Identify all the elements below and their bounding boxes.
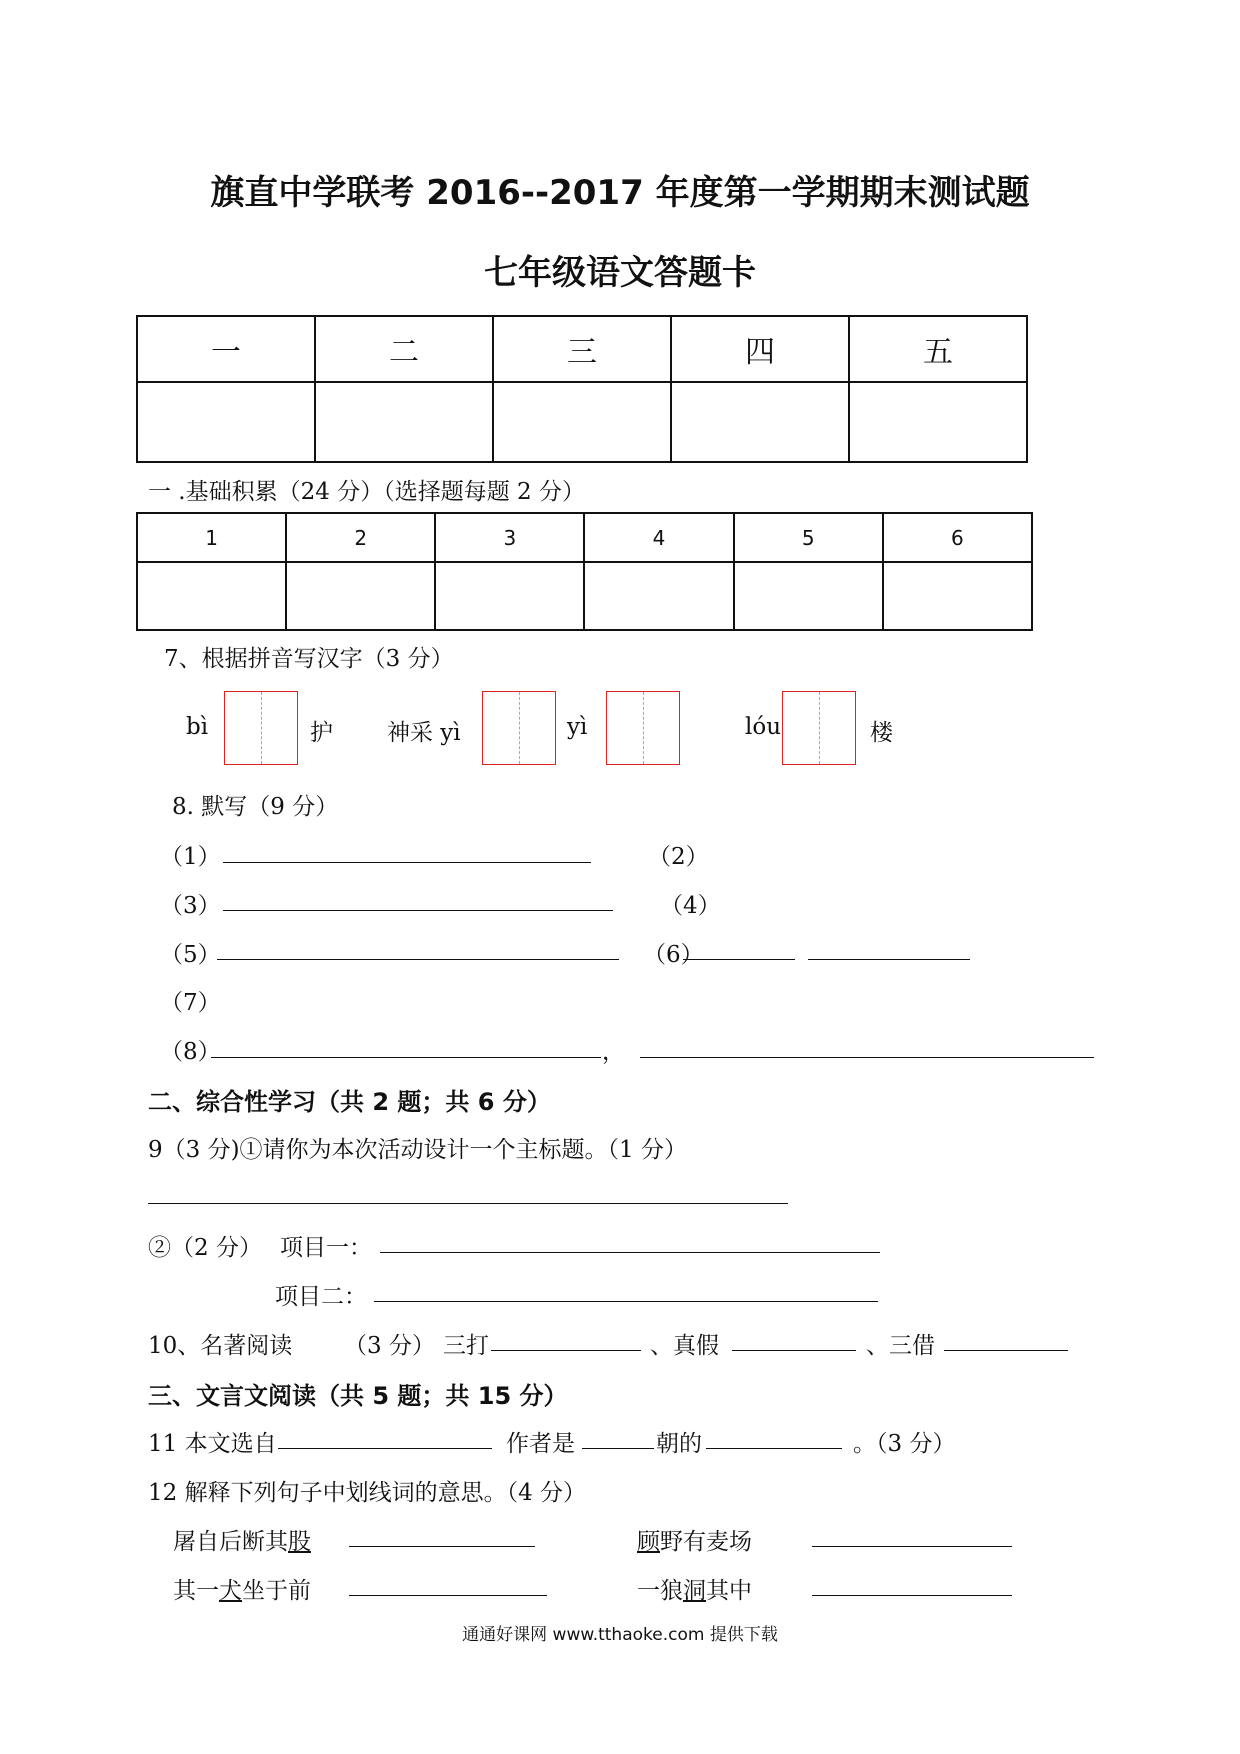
mc-header-1: 1 — [137, 513, 286, 562]
q9-answer-line[interactable] — [148, 1203, 788, 1204]
q10-item-a: 三打 — [443, 1333, 489, 1359]
answer-line-5[interactable] — [217, 959, 619, 960]
q11-line-dynasty[interactable] — [582, 1448, 654, 1449]
q11-line-book[interactable] — [278, 1448, 492, 1449]
mc-answer-cell[interactable] — [584, 562, 733, 630]
q10-item-c: 、三借 — [866, 1333, 935, 1359]
q8-comma: ， — [602, 1039, 625, 1065]
answer-line-1[interactable] — [223, 862, 591, 863]
q8-num-3: （3） — [160, 893, 221, 919]
q12-label: 12 解释下列句子中划线词的意思。（4 分） — [148, 1480, 587, 1506]
q8-num-1: （1） — [160, 844, 221, 870]
mc-answer-cell[interactable] — [137, 562, 286, 630]
mc-header-3: 3 — [435, 513, 584, 562]
q10-score: （3 分） — [344, 1333, 435, 1359]
pinyin-box-3[interactable] — [606, 691, 680, 765]
q7-label: 7、根据拼音写汉字（3 分） — [164, 646, 454, 672]
q8-num-6: （6） — [643, 942, 704, 968]
footer-credit: 通通好课网 www.tthaoke.com 提供下载 — [462, 1625, 778, 1645]
q10-line-b[interactable] — [732, 1350, 856, 1351]
mc-answer-cell[interactable] — [435, 562, 584, 630]
q11-author-label: 作者是 — [506, 1431, 575, 1457]
page-subtitle: 七年级语文答题卡 — [484, 253, 756, 293]
score-header-1: 一 — [137, 316, 315, 382]
q11-line-author[interactable] — [706, 1448, 842, 1449]
mc-header-2: 2 — [286, 513, 435, 562]
score-cell[interactable] — [493, 382, 671, 462]
q12-line-3[interactable] — [349, 1595, 547, 1596]
pinyin-box-1[interactable] — [224, 691, 298, 765]
q8-num-7: （7） — [160, 990, 221, 1016]
mc-answer-cell[interactable] — [286, 562, 435, 630]
q12-word-2: 顾野有麦场 — [637, 1529, 752, 1555]
score-header-3: 三 — [493, 316, 671, 382]
mc-header-4: 4 — [584, 513, 733, 562]
project1-line[interactable] — [380, 1252, 880, 1253]
pinyin-box-2[interactable] — [482, 691, 556, 765]
q7-char-hu: 护 — [310, 720, 333, 746]
section3-heading: 三、文言文阅读（共 5 题；共 15 分） — [148, 1382, 568, 1410]
q12-word-1: 屠自后断其股 — [173, 1529, 311, 1555]
answer-line-3[interactable] — [223, 910, 613, 911]
q10-line-c[interactable] — [944, 1350, 1068, 1351]
q7-pinyin-yi1: 神采 yì — [387, 720, 461, 746]
mc-header-6: 6 — [883, 513, 1032, 562]
q8-num-4: （4） — [660, 893, 721, 919]
q8-label: 8. 默写（9 分） — [172, 794, 339, 820]
answer-line-8b[interactable] — [640, 1057, 1094, 1058]
q11-dynasty-label: 朝的 — [656, 1431, 702, 1457]
score-cell[interactable] — [671, 382, 849, 462]
q8-num-5: （5） — [160, 942, 221, 968]
mc-header-5: 5 — [734, 513, 883, 562]
answer-line-6a[interactable] — [683, 959, 795, 960]
mc-answer-table — [136, 512, 1033, 631]
q11-label: 11 本文选自 — [148, 1431, 277, 1457]
score-header-4: 四 — [671, 316, 849, 382]
score-cell[interactable] — [137, 382, 315, 462]
q7-char-lou: 楼 — [870, 720, 893, 746]
q12-line-2[interactable] — [812, 1546, 1012, 1547]
q7-pinyin-lou: lóu — [745, 714, 782, 740]
section2-heading: 二、综合性学习（共 2 题；共 6 分） — [148, 1088, 551, 1116]
q9-label: 9（3 分)①请你为本次活动设计一个主标题。（1 分） — [148, 1137, 687, 1163]
answer-line-6b[interactable] — [808, 959, 970, 960]
q8-num-2: （2） — [648, 844, 709, 870]
q12-word-4: 一狼洞其中 — [637, 1578, 752, 1604]
mc-answer-cell[interactable] — [734, 562, 883, 630]
q10-line-a[interactable] — [491, 1350, 641, 1351]
answer-line-8a[interactable] — [211, 1057, 601, 1058]
page-title: 旗直中学联考 2016--2017 年度第一学期期末测试题 — [210, 173, 1030, 213]
mc-answer-cell[interactable] — [883, 562, 1032, 630]
q9b-label: ②（2 分） — [148, 1235, 262, 1261]
q8-num-8: （8） — [160, 1039, 221, 1065]
project2-label: 项目二： — [275, 1284, 367, 1310]
q10-label: 10、名著阅读 — [148, 1333, 293, 1359]
q12-word-3: 其一犬坐于前 — [173, 1578, 311, 1604]
score-table — [136, 315, 1028, 463]
q12-line-4[interactable] — [812, 1595, 1012, 1596]
score-cell[interactable] — [849, 382, 1027, 462]
score-header-5: 五 — [849, 316, 1027, 382]
section1-heading: 一 .基础积累（24 分）（选择题每题 2 分） — [148, 479, 585, 505]
score-header-2: 二 — [315, 316, 493, 382]
q11-score: 。（3 分） — [853, 1431, 956, 1457]
score-cell[interactable] — [315, 382, 493, 462]
q12-line-1[interactable] — [349, 1546, 535, 1547]
q7-pinyin-bi: bì — [186, 714, 209, 740]
q10-item-b: 、真假 — [650, 1333, 719, 1359]
project2-line[interactable] — [374, 1301, 878, 1302]
project1-label: 项目一： — [280, 1235, 372, 1261]
pinyin-box-4[interactable] — [782, 691, 856, 765]
q7-pinyin-yi2: yì — [567, 714, 588, 740]
